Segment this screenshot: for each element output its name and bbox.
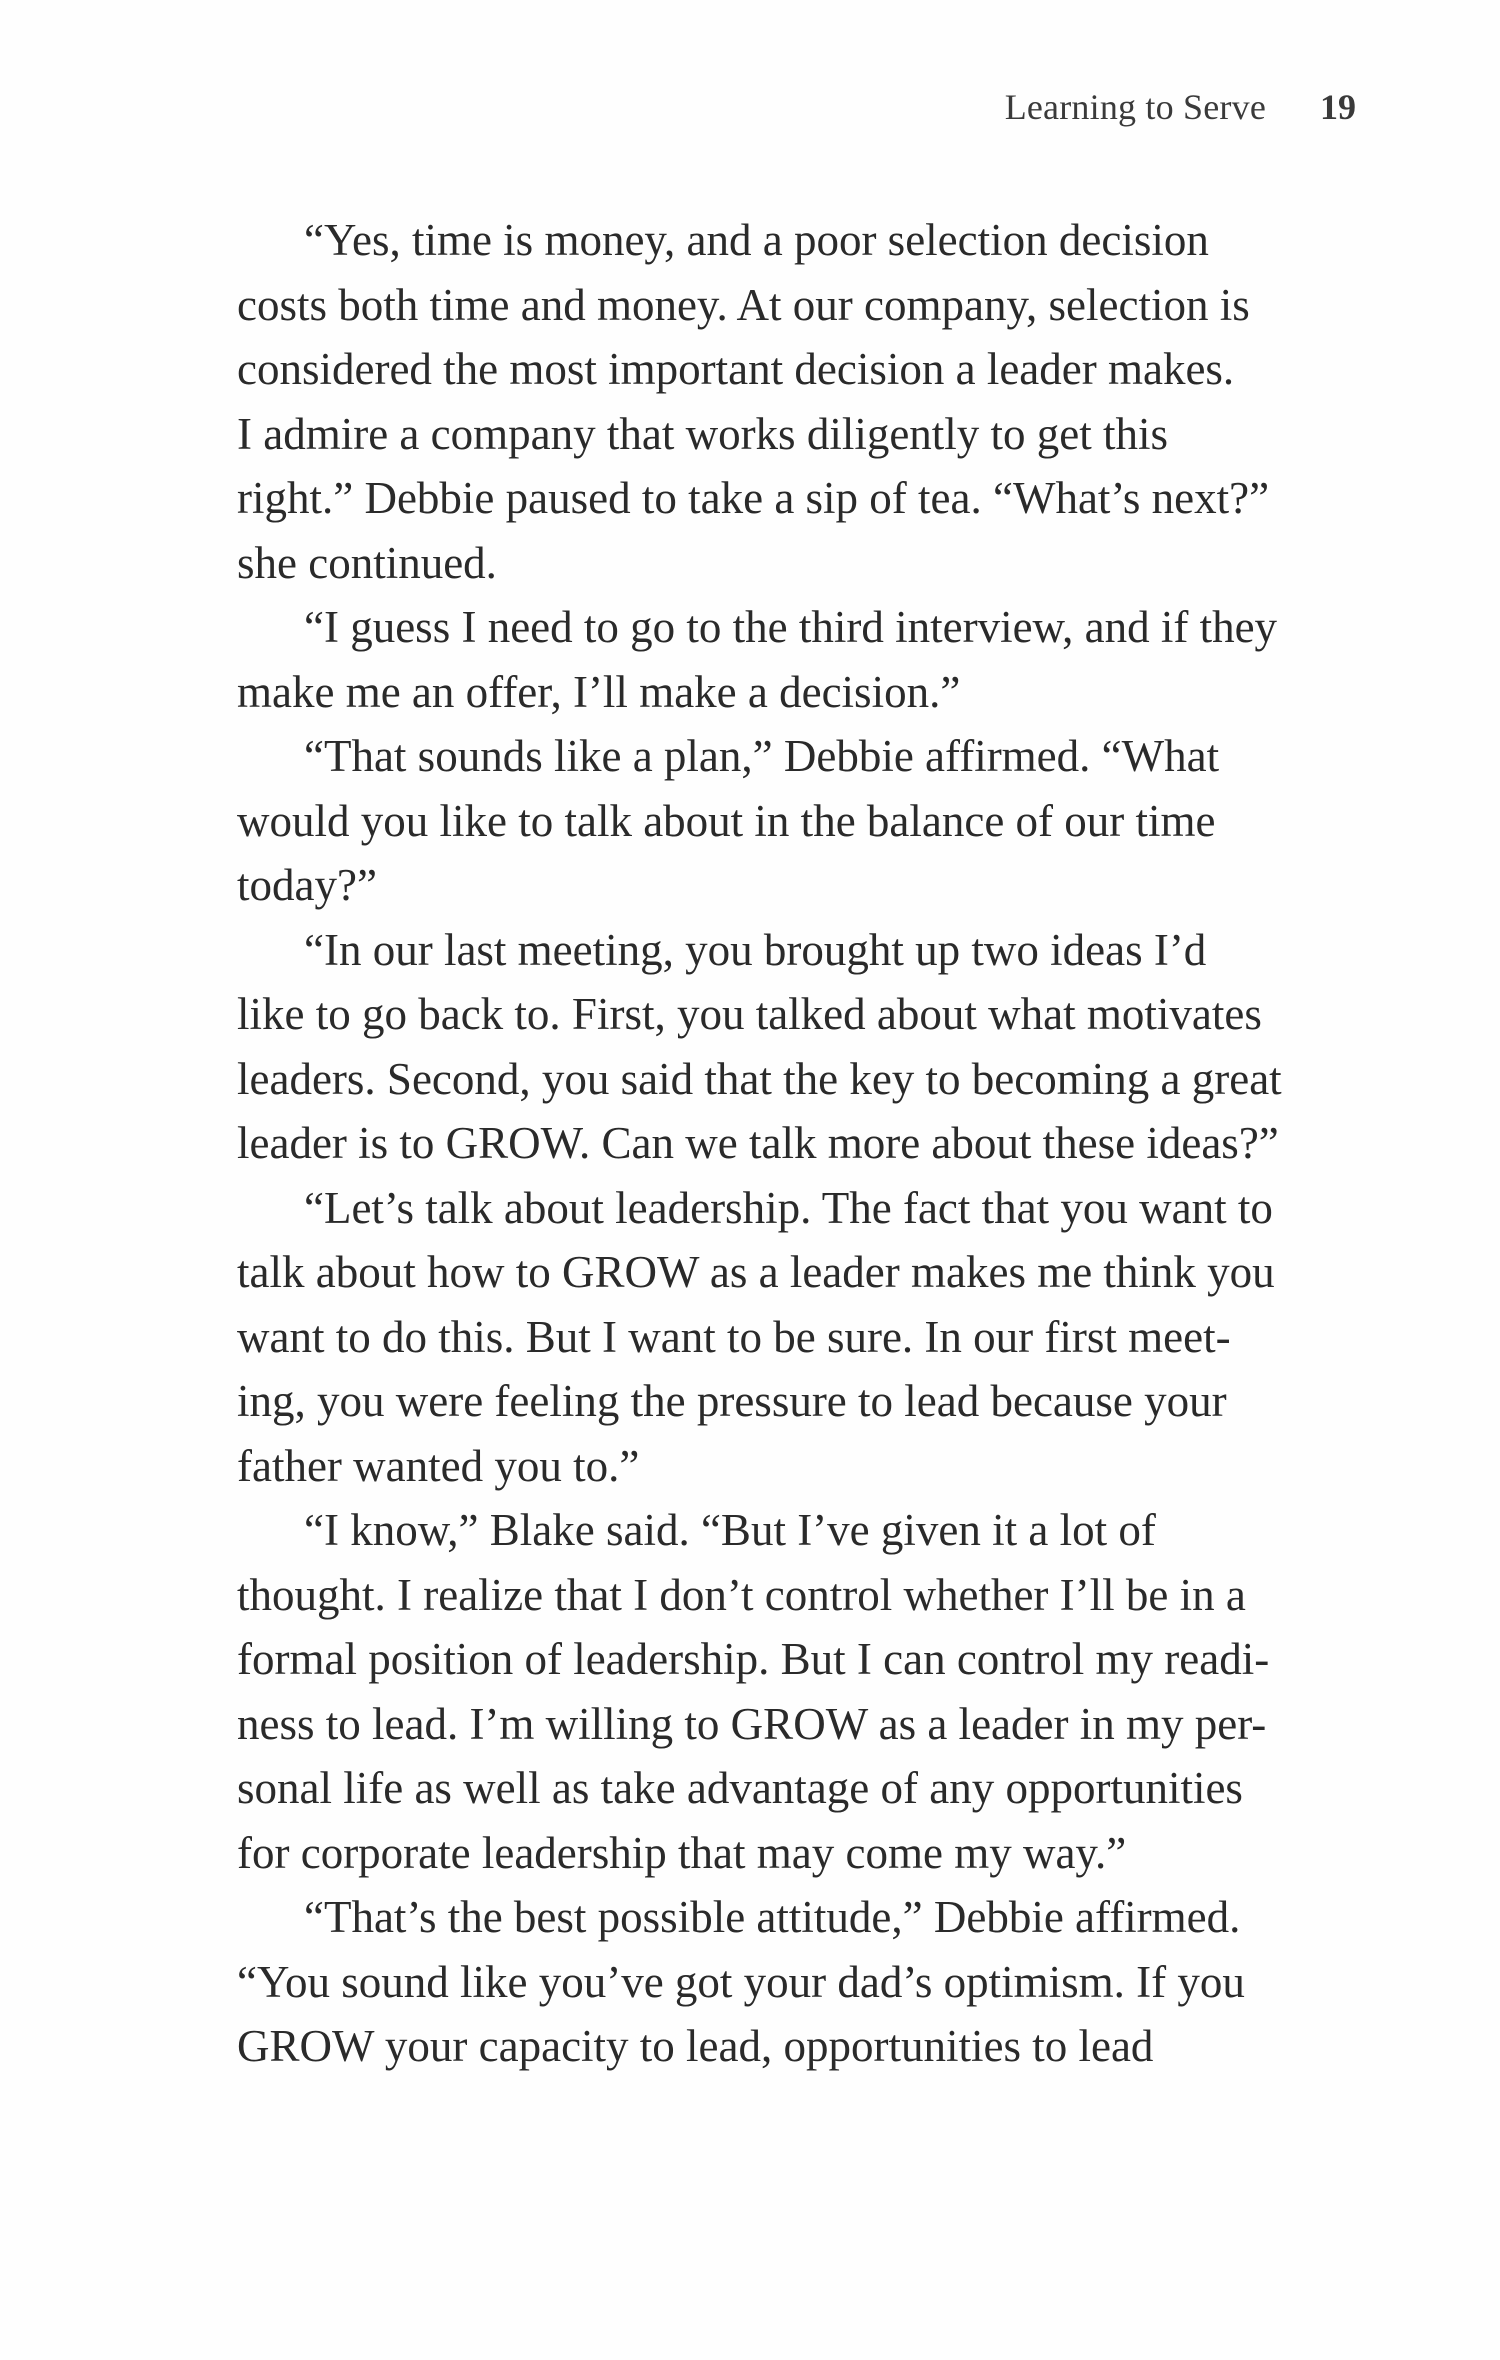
text-line: leader is to GROW. Can we talk more about these ideas?”: [237, 1118, 1279, 1168]
text-line: costs both time and money. At our company, selection is: [237, 279, 1250, 330]
text-line: she continued.: [237, 537, 497, 588]
running-head-title: Learning to Serve: [1004, 87, 1266, 127]
text-line: leaders. Second, you said that the key to becoming a great: [237, 1053, 1282, 1104]
text-line: for corporate leadership that may come my way.”: [237, 1827, 1127, 1878]
text-line: sonal life as well as take advantage of any opportunities: [237, 1763, 1243, 1813]
text-line: would you like to talk about in the balance of our time: [237, 795, 1216, 846]
text-line: today?”: [237, 860, 377, 910]
text-line: like to go back to. First, you talked about what motivates: [237, 989, 1262, 1039]
text-line: “I know,” Blake said. “But I’ve given it a lot of: [304, 1505, 1156, 1555]
text-line: formal position of leadership. But I can control my readi-: [237, 1634, 1270, 1684]
text-line: ing, you were feeling the pressure to lead because your: [237, 1376, 1227, 1426]
text-line: ness to lead. I’m willing to GROW as a leader in my per-: [237, 1698, 1267, 1749]
text-line: considered the most important decision a leader makes.: [237, 344, 1235, 394]
text-line: “That’s the best possible attitude,” Debbie affirmed.: [304, 1892, 1241, 1942]
text-line: “That sounds like a plan,” Debbie affirmed. “What: [304, 731, 1220, 781]
text-line: “In our last meeting, you brought up two ideas I’d: [304, 924, 1207, 975]
text-line: thought. I realize that I don’t control whether I’ll be in a: [237, 1569, 1246, 1620]
body-text: [237, 208, 1367, 2079]
text-line: “Let’s talk about leadership. The fact that you want to: [304, 1182, 1273, 1233]
text-line: want to do this. But I want to be sure. In our first meet-: [237, 1311, 1231, 1362]
text-line: “I guess I need to go to the third interview, and if they: [304, 602, 1278, 652]
text-line: talk about how to GROW as a leader makes me think you: [237, 1247, 1275, 1297]
page-number: 19: [1320, 87, 1356, 127]
text-line: GROW your capacity to lead, opportunities to lead: [237, 2021, 1154, 2071]
text-line: “Yes, time is money, and a poor selection decision: [304, 215, 1209, 265]
text-line: make me an offer, I’ll make a decision.”: [237, 666, 961, 717]
running-head: [1005, 86, 1356, 128]
text-line: father wanted you to.”: [237, 1440, 640, 1491]
text-line: right.” Debbie paused to take a sip of tea. “What’s next?”: [237, 473, 1270, 523]
text-line: I admire a company that works diligently to get this: [237, 408, 1169, 459]
text-line: “You sound like you’ve got your dad’s optimism. If you: [237, 1956, 1245, 2007]
